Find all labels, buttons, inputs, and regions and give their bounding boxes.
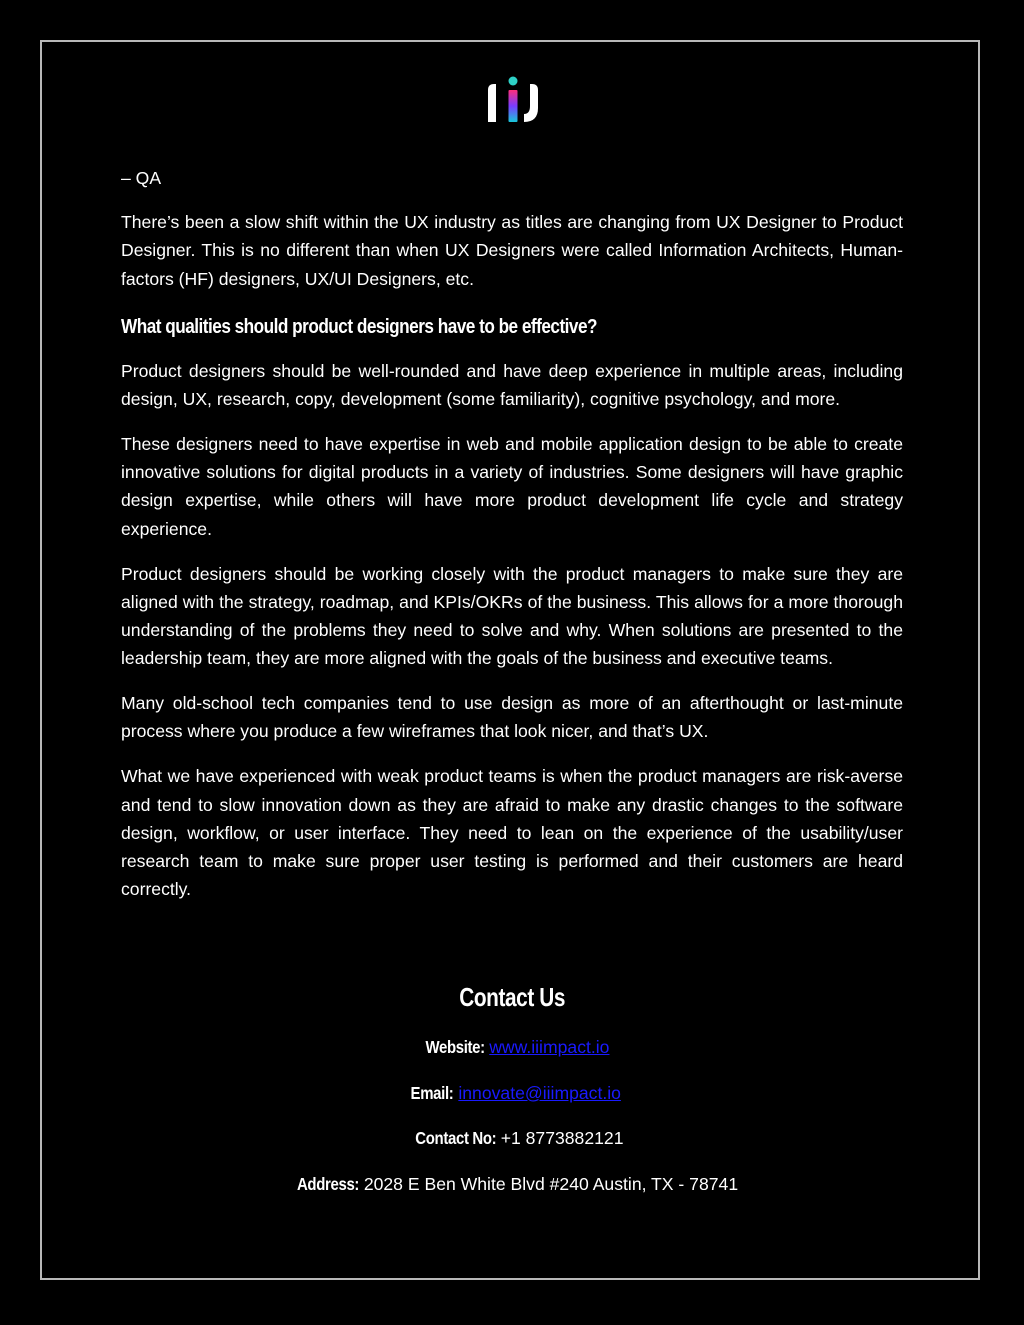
website-link[interactable]: www.iiimpact.io [489,1037,610,1057]
article-body [121,164,903,920]
address-value: 2028 E Ben White Blvd #240 Austin, TX - 78741 [363,1174,739,1194]
paragraph: Product designers should be well-rounded and have deep experience in multiple areas, including design, UX, research, copy, development (some familiarity), cognitive psychology, and more. [121,360,903,410]
phone-label: Contact No: [414,1128,496,1148]
contact-email-row [0,1081,1024,1105]
website-label: Website: [424,1037,485,1057]
email-link[interactable]: innovate@iiimpact.io [458,1083,621,1103]
paragraph: These designers need to have expertise in web and mobile application design to be able to create innovative solutions for digital products in a variety of industries. Some designers will have graphic design expertise, while others will have more product development life cycle and strategy experience. [121,434,903,539]
email-label: Email: [410,1083,454,1103]
paragraph: Product designers should be working closely with the product managers to make sure they are aligned with the strategy, roadmap, and KPIs/OKRs of the business. This allows for a more thorough understanding of the problems they need to solve and why. When solutions are presented to the leadership team, they are more aligned with the goals of the business and executive teams. [121,563,903,669]
section-heading: What qualities should product designers have to be effective? [121,315,598,338]
paragraph: What we have experienced with weak product teams is when the product managers are risk-averse and tend to slow innovation down as they are afraid to make any drastic changes to the software design, workflow, or user interface. They need to lean on the experience of the usability/user research team to make sure proper user testing is performed and their customers are heard correctly. [121,766,903,900]
qa-line: – QA [121,168,162,188]
intro-paragraph: There’s been a slow shift within the UX industry as titles are changing from UX Designer to Product Designer. This is no different than when UX Designers were called Information Architects, Human-factors (HF) designers, UX/UI Designers, etc. [121,212,903,289]
address-label: Address: [296,1174,359,1194]
contact-phone-row [0,1126,1024,1150]
contact-website-row [0,1035,1024,1059]
contact-address-row [0,1172,1024,1196]
contact-title: Contact Us [459,982,565,1012]
paragraph: Many old-school tech companies tend to use design as more of an afterthought or last-minute process where you produce a few wireframes that look nicer, and that’s UX. [121,693,903,742]
iiimpact-logo [486,76,540,124]
phone-value: +1 8773882121 [500,1128,624,1148]
